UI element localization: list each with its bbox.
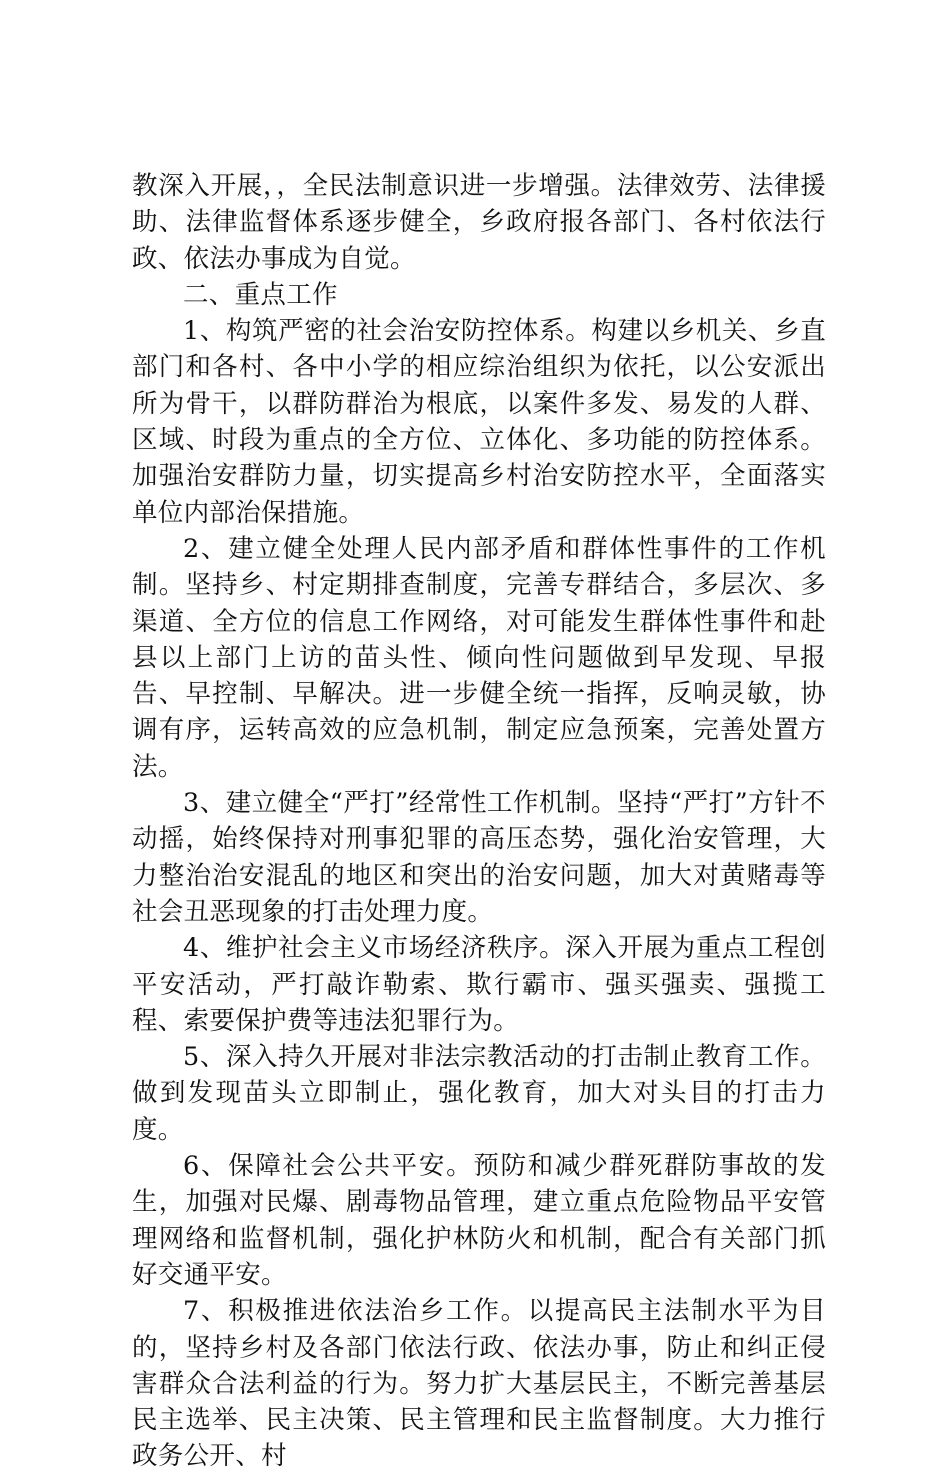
paragraph-item-3: 3、建立健全“严打”经常性工作机制。坚持“严打”方针不动摇，始终保持对刑事犯罪的高压态势，强化治安管理，大力整治治安混乱的地区和突出的治安问题，加大对黄赌毒等社会丑恶现象的打击处理力度。 (132, 788, 826, 927)
paragraph-item-5: 5、深入持久开展对非法宗教活动的打击制止教育工作。做到发现苗头立即制止，强化教育，加大对头目的打击力度。 (132, 1042, 826, 1145)
paragraph-item-1: 1、构筑严密的社会治安防控体系。构建以乡机关、乡直部门和各村、各中小学的相应综治组织为依托，以公安派出所为骨干，以群防群治为根底，以案件多发、易发的人群、区域、时段为重点的全方位、立体化、多功能的防控体系。加强治安群防力量，切实提高乡村治安防控水平，全面落实单位内部治保措施。 (132, 316, 826, 528)
paragraph-item-7: 7、积极推进依法治乡工作。以提高民主法制水平为目的，坚持乡村及各部门依法行政、依法办事，防止和纠正侵害群众合法利益的行为。努力扩大基层民主，不断完善基层民主选举、民主决策、民主管理和民主监督制度。大力推行政务公开、村 (132, 1296, 826, 1472)
document-body (132, 168, 826, 1475)
paragraph-item-6: 6、保障社会公共平安。预防和减少群死群防事故的发生，加强对民爆、剧毒物品管理，建立重点危险物品平安管理网络和监督机制，强化护林防火和机制，配合有关部门抓好交通平安。 (132, 1151, 826, 1290)
paragraph-item-4: 4、维护社会主义市场经济秩序。深入开展为重点工程创平安活动，严打敲诈勒索、欺行霸市、强买强卖、强揽工程、索要保护费等违法犯罪行为。 (132, 933, 826, 1036)
paragraph-intro: 教深入开展，，全民法制意识进一步增强。法律效劳、法律援助、法律监督体系逐步健全，乡政府报各部门、各村依法行政、依法办事成为自觉。 (132, 171, 826, 274)
paragraph-item-2: 2、建立健全处理人民内部矛盾和群体性事件的工作机制。坚持乡、村定期排查制度，完善专群结合，多层次、多渠道、全方位的信息工作网络，对可能发生群体性事件和赴县以上部门上访的苗头性、倾向性问题做到早发现、早报告、早控制、早解决。进一步健全统一指挥，反响灵敏，协调有序，运转高效的应急机制，制定应急预案，完善处置方法。 (132, 533, 826, 782)
section-heading: 二、重点工作 (183, 279, 338, 310)
